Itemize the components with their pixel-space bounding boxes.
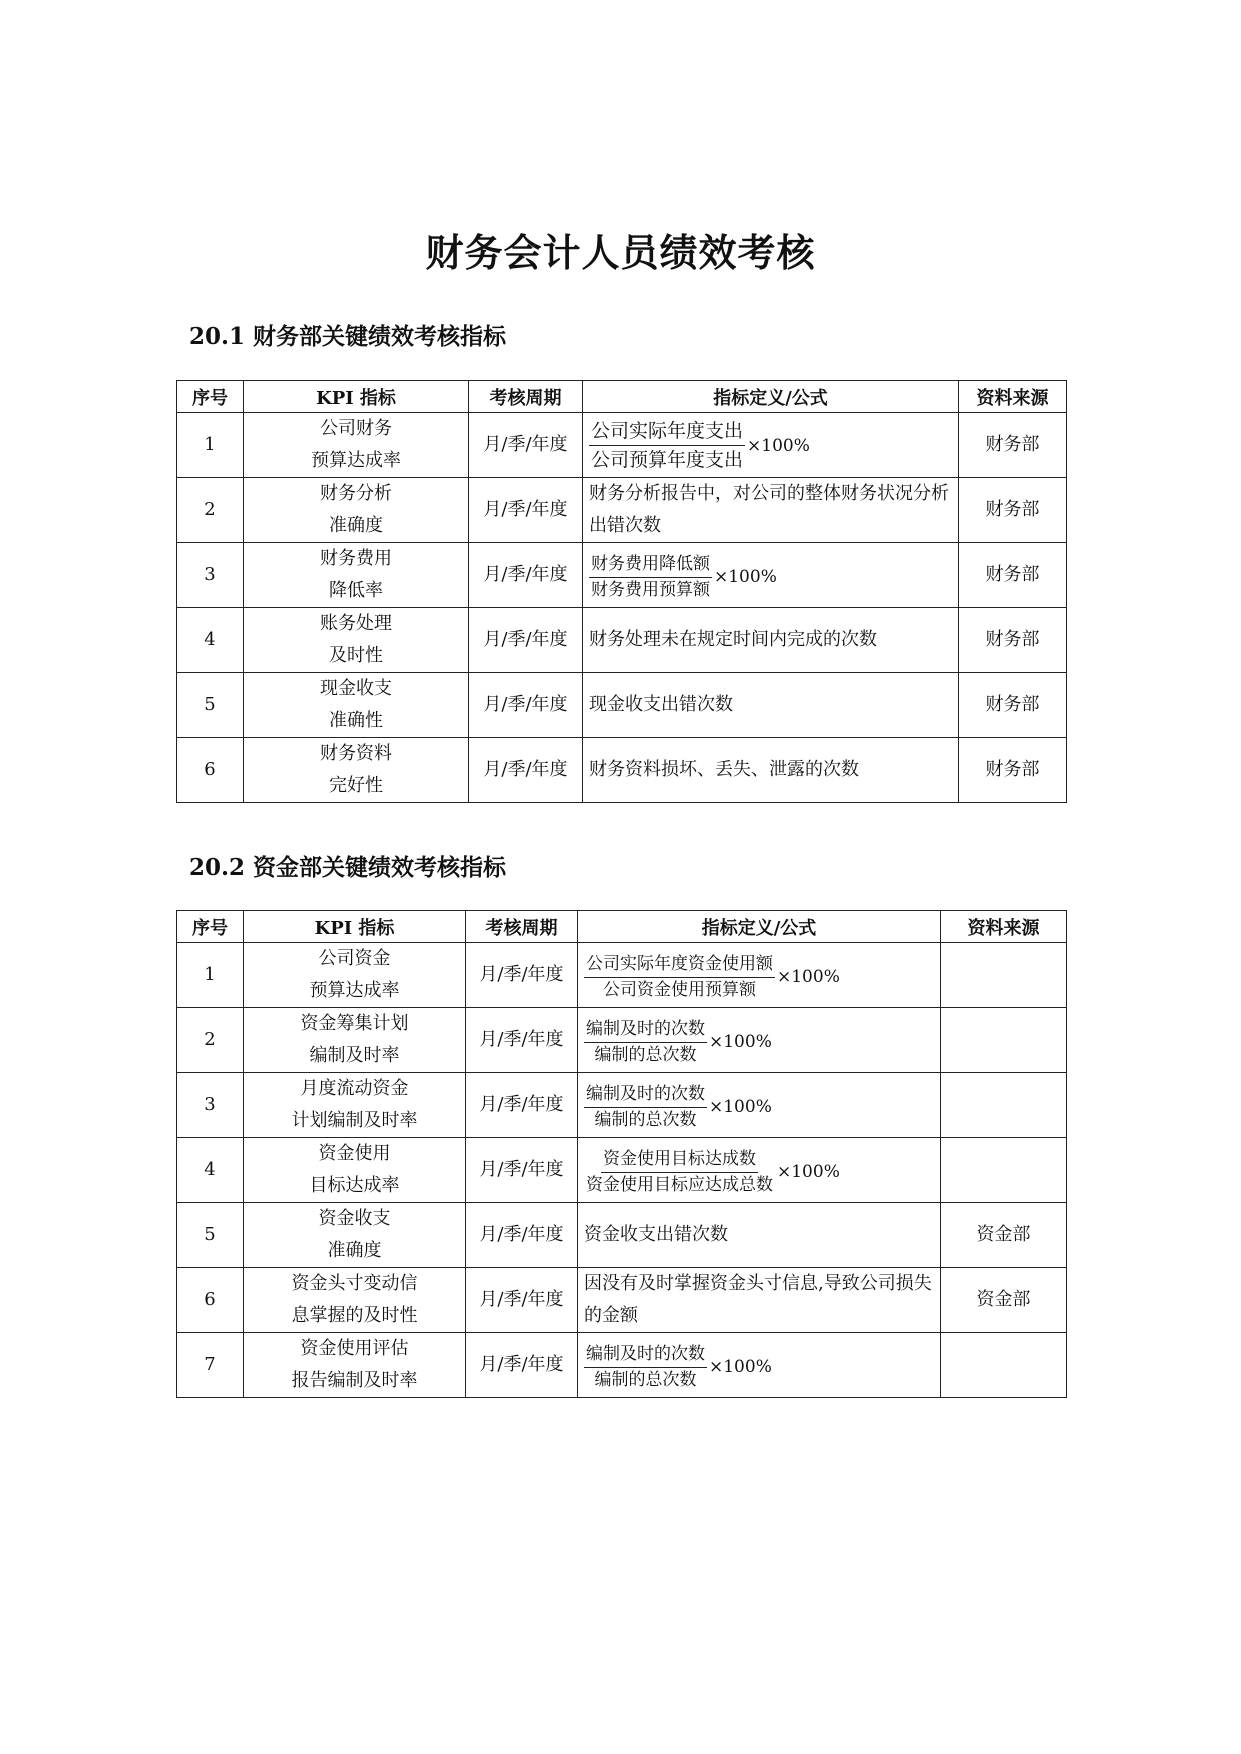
source-cell — [941, 1073, 1067, 1138]
header-kpi: KPI 指标 — [244, 381, 469, 413]
row-number: 5 — [177, 673, 244, 738]
fraction — [584, 1147, 775, 1198]
formula — [589, 552, 777, 603]
section-heading-1 — [189, 318, 506, 351]
formula — [584, 1017, 772, 1068]
definition-cell: 财务分析报告中，对公司的整体财务状况分析出错次数 — [583, 478, 959, 543]
source-cell — [941, 1333, 1067, 1398]
table-row — [177, 543, 1067, 608]
source-cell: 资金部 — [941, 1268, 1067, 1333]
kpi-name-cell — [244, 413, 469, 478]
row-number: 3 — [177, 1073, 244, 1138]
kpi-name-line-2: 准确度 — [327, 1240, 382, 1261]
section-number: 20.1 — [189, 323, 246, 350]
kpi-table-funds — [176, 910, 1067, 1398]
kpi-name-line-2: 及时性 — [329, 645, 383, 666]
kpi-name-line-1: 月度流动资金 — [300, 1078, 409, 1099]
row-number: 2 — [177, 478, 244, 543]
source-cell: 财务部 — [959, 608, 1067, 673]
formula-denominator: 财务费用预算额 — [591, 579, 710, 600]
kpi-name-cell — [244, 1138, 466, 1203]
kpi-name-line-1: 财务资料 — [320, 743, 392, 764]
table-row — [177, 943, 1067, 1008]
table-row — [177, 1333, 1067, 1398]
formula-numerator: 编制及时的次数 — [584, 1017, 707, 1043]
table-row — [177, 478, 1067, 543]
definition-cell — [583, 413, 959, 478]
fraction — [584, 1342, 707, 1393]
header-source: 资料来源 — [941, 911, 1067, 943]
kpi-name-line-1: 账务处理 — [320, 613, 392, 634]
formula-multiplier: ×100% — [709, 1357, 772, 1377]
formula-multiplier: ×100% — [777, 1162, 840, 1182]
formula-multiplier: ×100% — [709, 1097, 772, 1117]
section-title: 资金部关键绩效考核指标 — [253, 854, 506, 881]
kpi-name-line-1: 财务分析 — [320, 483, 392, 504]
fraction — [584, 1082, 707, 1133]
kpi-table-finance — [176, 380, 1067, 803]
definition-cell — [578, 1333, 941, 1398]
kpi-name-line-2: 目标达成率 — [309, 1175, 400, 1196]
row-number: 1 — [177, 943, 244, 1008]
definition-cell — [583, 543, 959, 608]
formula — [584, 1147, 840, 1198]
header-no: 序号 — [177, 911, 244, 943]
table-row — [177, 1008, 1067, 1073]
formula-denominator: 编制的总次数 — [594, 1109, 697, 1130]
kpi-name-cell — [244, 1203, 466, 1268]
table-header-row — [177, 911, 1067, 943]
period-cell: 月/季/年度 — [469, 738, 583, 803]
formula-denominator: 资金使用目标应达成总数 — [586, 1174, 773, 1195]
period-cell: 月/季/年度 — [466, 1008, 578, 1073]
kpi-name-line-1: 资金使用 — [318, 1143, 391, 1164]
source-cell — [941, 1138, 1067, 1203]
row-number: 7 — [177, 1333, 244, 1398]
header-definition: 指标定义/公式 — [578, 911, 941, 943]
formula — [589, 417, 810, 474]
source-cell: 财务部 — [959, 673, 1067, 738]
period-cell: 月/季/年度 — [466, 1138, 578, 1203]
header-definition: 指标定义/公式 — [583, 381, 959, 413]
section-heading-2 — [189, 849, 506, 882]
kpi-name-cell — [244, 1008, 466, 1073]
kpi-name-line-1: 资金收支 — [318, 1208, 391, 1229]
kpi-name-cell — [244, 543, 469, 608]
fraction — [589, 552, 712, 603]
formula-numerator: 财务费用降低额 — [589, 552, 712, 578]
formula-denominator: 公司预算年度支出 — [591, 449, 744, 471]
table-row — [177, 1138, 1067, 1203]
header-period: 考核周期 — [469, 381, 583, 413]
formula-denominator: 编制的总次数 — [594, 1044, 697, 1065]
kpi-name-line-2: 息掌握的及时性 — [291, 1305, 418, 1326]
formula-multiplier: ×100% — [777, 967, 840, 987]
formula-numerator: 编制及时的次数 — [584, 1342, 707, 1368]
definition-cell — [578, 943, 941, 1008]
kpi-name-line-1: 现金收支 — [320, 678, 392, 699]
kpi-name-line-1: 资金头寸变动信 — [291, 1273, 418, 1294]
source-cell: 财务部 — [959, 543, 1067, 608]
kpi-name-line-2: 预算达成率 — [311, 450, 401, 471]
fraction — [584, 952, 775, 1003]
formula-numerator: 公司实际年度支出 — [589, 417, 745, 446]
formula — [584, 952, 840, 1003]
table-row — [177, 1268, 1067, 1333]
kpi-name-cell — [244, 1073, 466, 1138]
kpi-name-line-2: 计划编制及时率 — [291, 1110, 418, 1131]
source-cell: 财务部 — [959, 478, 1067, 543]
formula-denominator: 公司资金使用预算额 — [603, 979, 756, 1000]
section-title: 财务部关键绩效考核指标 — [253, 323, 506, 350]
row-number: 4 — [177, 608, 244, 673]
header-period: 考核周期 — [466, 911, 578, 943]
definition-cell: 财务资料损坏、丢失、泄露的次数 — [583, 738, 959, 803]
kpi-name-cell — [244, 1333, 466, 1398]
row-number: 1 — [177, 413, 244, 478]
header-source: 资料来源 — [959, 381, 1067, 413]
definition-cell — [578, 1073, 941, 1138]
period-cell: 月/季/年度 — [466, 943, 578, 1008]
formula-multiplier: ×100% — [747, 435, 810, 456]
source-cell: 财务部 — [959, 738, 1067, 803]
kpi-name-line-2: 完好性 — [329, 775, 383, 796]
period-cell: 月/季/年度 — [466, 1203, 578, 1268]
kpi-name-cell — [244, 673, 469, 738]
period-cell: 月/季/年度 — [466, 1268, 578, 1333]
kpi-name-cell — [244, 478, 469, 543]
fraction — [584, 1017, 707, 1068]
definition-cell — [578, 1138, 941, 1203]
header-kpi: KPI 指标 — [244, 911, 466, 943]
kpi-name-line-2: 报告编制及时率 — [291, 1370, 418, 1391]
row-number: 2 — [177, 1008, 244, 1073]
formula — [584, 1342, 772, 1393]
kpi-name-line-2: 准确度 — [329, 515, 383, 536]
table-row — [177, 413, 1067, 478]
period-cell: 月/季/年度 — [469, 608, 583, 673]
kpi-name-line-2: 预算达成率 — [309, 980, 400, 1001]
kpi-name-line-1: 财务费用 — [320, 548, 392, 569]
kpi-name-line-2: 降低率 — [329, 580, 383, 601]
table-row — [177, 738, 1067, 803]
kpi-name-cell — [244, 608, 469, 673]
page-title: 财务会计人员绩效考核 — [425, 230, 816, 275]
formula-multiplier: ×100% — [709, 1032, 772, 1052]
period-cell: 月/季/年度 — [466, 1333, 578, 1398]
kpi-name-line-1: 资金使用评估 — [300, 1338, 409, 1359]
kpi-name-line-2: 编制及时率 — [309, 1045, 400, 1066]
row-number: 4 — [177, 1138, 244, 1203]
formula-numerator: 编制及时的次数 — [584, 1082, 707, 1108]
period-cell: 月/季/年度 — [466, 1073, 578, 1138]
period-cell: 月/季/年度 — [469, 543, 583, 608]
source-cell — [941, 1008, 1067, 1073]
table-row — [177, 673, 1067, 738]
row-number: 5 — [177, 1203, 244, 1268]
kpi-name-cell — [244, 738, 469, 803]
fraction — [589, 417, 745, 474]
definition-cell: 资金收支出错次数 — [578, 1203, 941, 1268]
row-number: 6 — [177, 1268, 244, 1333]
kpi-name-cell — [244, 943, 466, 1008]
kpi-name-line-1: 公司资金 — [318, 948, 391, 969]
kpi-name-line-2: 准确性 — [329, 710, 383, 731]
header-no: 序号 — [177, 381, 244, 413]
formula-numerator: 公司实际年度资金使用额 — [584, 952, 775, 978]
period-cell: 月/季/年度 — [469, 478, 583, 543]
formula — [584, 1082, 772, 1133]
formula-denominator: 编制的总次数 — [594, 1369, 697, 1390]
definition-cell — [578, 1008, 941, 1073]
kpi-name-line-1: 资金筹集计划 — [300, 1013, 409, 1034]
source-cell: 财务部 — [959, 413, 1067, 478]
formula-multiplier: ×100% — [714, 567, 777, 587]
section-number: 20.2 — [189, 854, 246, 881]
definition-cell: 现金收支出错次数 — [583, 673, 959, 738]
source-cell — [941, 943, 1067, 1008]
source-cell: 资金部 — [941, 1203, 1067, 1268]
kpi-name-cell — [244, 1268, 466, 1333]
table-row — [177, 608, 1067, 673]
kpi-name-line-1: 公司财务 — [320, 418, 392, 439]
row-number: 3 — [177, 543, 244, 608]
period-cell: 月/季/年度 — [469, 413, 583, 478]
formula-numerator: 资金使用目标达成数 — [601, 1147, 758, 1173]
table-row — [177, 1073, 1067, 1138]
definition-cell: 财务处理未在规定时间内完成的次数 — [583, 608, 959, 673]
table-row — [177, 1203, 1067, 1268]
row-number: 6 — [177, 738, 244, 803]
definition-cell: 因没有及时掌握资金头寸信息,导致公司损失的金额 — [578, 1268, 941, 1333]
period-cell: 月/季/年度 — [469, 673, 583, 738]
table-header-row — [177, 381, 1067, 413]
